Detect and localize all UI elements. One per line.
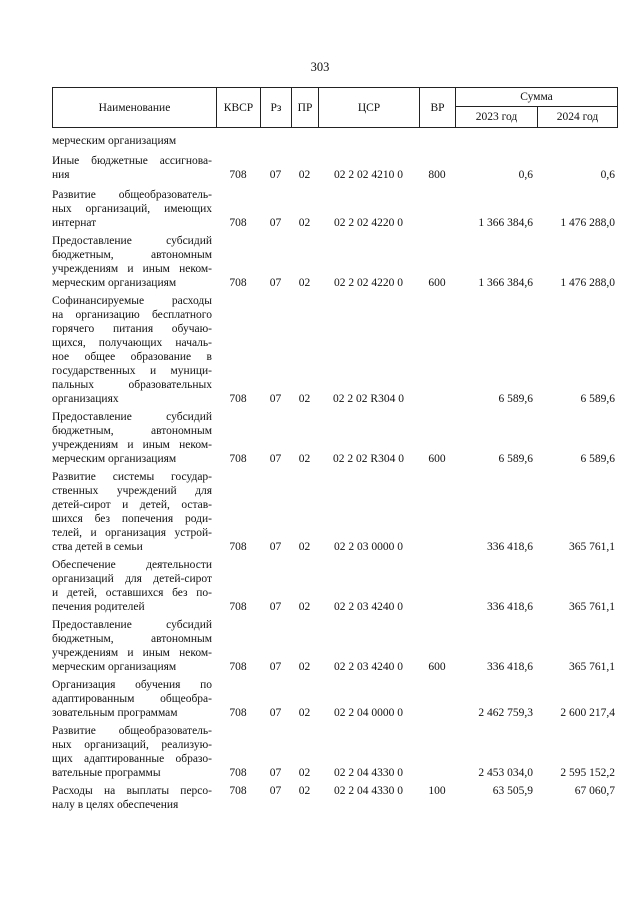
row-name-line: Предоставление субсидий [52, 235, 212, 247]
row-pr: 02 [298, 453, 311, 465]
row-name-line: вательные программы [52, 767, 161, 779]
header-pr: ПР [292, 88, 319, 128]
row-sum-2023: 6 589,6 [498, 453, 533, 465]
row-name-line: Развитие общеобразователь- [52, 189, 212, 201]
row-name-line: Софинансируемые расходы [52, 295, 212, 307]
table-row [52, 234, 617, 290]
page-number: 303 [310, 60, 330, 74]
row-kvsr: 708 [229, 393, 247, 405]
row-name-line: Расходы на выплаты персо- [52, 785, 212, 797]
row-rz: 07 [269, 785, 282, 797]
row-name-line: Обеспечение деятельности [52, 559, 212, 571]
row-rz: 07 [269, 393, 282, 405]
row-name-line: ных организаций, реализую- [52, 739, 212, 751]
row-rz: 07 [269, 217, 282, 229]
table-header [52, 87, 618, 128]
row-sum-2023: 336 418,6 [487, 601, 533, 613]
row-sum-2023: 6 589,6 [498, 393, 533, 405]
row-name-line: шихся без попечения роди- [52, 513, 212, 525]
row-kvsr: 708 [229, 277, 247, 289]
row-name-line: горячего питания обучаю- [52, 323, 212, 335]
row-name [52, 234, 216, 290]
row-csr: 02 2 03 0000 0 [334, 541, 403, 553]
header-year-2024: 2024 год [538, 107, 618, 128]
table-row [52, 134, 617, 148]
row-name-line: учреждениям и иным неком- [52, 439, 212, 451]
table-row [52, 470, 617, 554]
row-pr: 02 [298, 277, 311, 289]
row-kvsr: 708 [229, 169, 247, 181]
header-kvsr: КВСР [217, 88, 261, 128]
table-row [52, 558, 617, 614]
row-name [52, 724, 216, 780]
row-vr: 600 [428, 661, 446, 673]
row-vr: 800 [428, 169, 446, 181]
row-name-line: и детей, оставшихся без по- [52, 587, 212, 599]
row-name [52, 134, 216, 148]
row-name-line: Иные бюджетные ассигнова- [52, 155, 212, 167]
row-pr: 02 [298, 217, 311, 229]
row-csr: 02 2 02 R304 0 [333, 393, 404, 405]
row-sum-2024: 365 761,1 [569, 601, 615, 613]
row-kvsr: 708 [229, 541, 247, 553]
row-name [52, 188, 216, 230]
row-name-line: адаптированным общеобра- [52, 693, 212, 705]
row-name-line: бюджетным, автономным [52, 249, 212, 261]
row-name [52, 154, 216, 182]
row-sum-2023: 336 418,6 [487, 661, 533, 673]
row-name-line: детей-сирот и детей, остав- [52, 499, 212, 511]
row-csr: 02 2 03 4240 0 [334, 661, 403, 673]
row-name-line: ния [52, 169, 70, 181]
row-csr: 02 2 02 4220 0 [334, 217, 403, 229]
row-vr: 100 [428, 785, 446, 797]
row-kvsr: 708 [229, 785, 247, 797]
table-body [52, 130, 617, 812]
row-sum-2023: 1 366 384,6 [478, 217, 533, 229]
row-name [52, 678, 216, 720]
row-sum-2023: 336 418,6 [487, 541, 533, 553]
row-pr: 02 [298, 785, 311, 797]
table-row [52, 724, 617, 780]
row-name-line: Предоставление субсидий [52, 619, 212, 631]
row-name-line: Предоставление субсидий [52, 411, 212, 423]
row-name-line: налу в целях обеспечения [52, 799, 179, 811]
row-sum-2024: 2 600 217,4 [560, 707, 615, 719]
table-row [52, 618, 617, 674]
row-name-line: печения родителей [52, 601, 145, 613]
row-sum-2023: 63 505,9 [492, 785, 533, 797]
row-sum-2023: 2 462 759,3 [478, 707, 533, 719]
row-pr: 02 [298, 169, 311, 181]
row-name-line: организаций для детей-сирот [52, 573, 212, 585]
row-sum-2023: 0,6 [518, 169, 533, 181]
row-name-line: Организация обучения по [52, 679, 212, 691]
table-row [52, 294, 617, 406]
header-year-2023: 2023 год [456, 107, 538, 128]
row-rz: 07 [269, 767, 282, 779]
row-csr: 02 2 02 4220 0 [334, 277, 403, 289]
row-name-line: ное общее образование в [52, 351, 212, 363]
row-name [52, 558, 216, 614]
row-name-line: пальных образовательных [52, 379, 212, 391]
row-sum-2023: 2 453 034,0 [478, 767, 533, 779]
row-name-line: мерческим организациям [52, 453, 177, 465]
table-row [52, 154, 617, 182]
row-name [52, 294, 216, 406]
row-pr: 02 [298, 767, 311, 779]
row-name-line: на организацию бесплатного [52, 309, 212, 321]
row-name-line: ства детей в семьи [52, 541, 143, 553]
row-sum-2024: 0,6 [600, 169, 615, 181]
row-name-line: мерческим организациям [52, 661, 177, 673]
row-kvsr: 708 [229, 453, 247, 465]
row-rz: 07 [269, 707, 282, 719]
row-csr: 02 2 03 4240 0 [334, 601, 403, 613]
row-kvsr: 708 [229, 601, 247, 613]
row-name [52, 618, 216, 674]
row-csr: 02 2 04 4330 0 [334, 785, 403, 797]
row-name-line: зовательным программам [52, 707, 178, 719]
row-kvsr: 708 [229, 217, 247, 229]
row-name-line: государственных и муници- [52, 365, 212, 377]
row-pr: 02 [298, 707, 311, 719]
row-name-line: бюджетным, автономным [52, 425, 212, 437]
row-name-line: Развитие общеобразователь- [52, 725, 212, 737]
row-rz: 07 [269, 541, 282, 553]
header-sum: Сумма [456, 88, 618, 107]
row-rz: 07 [269, 601, 282, 613]
row-name-line: Развитие системы государ- [52, 471, 212, 483]
row-name-line: интернат [52, 217, 97, 229]
row-name-line: бюджетным, автономным [52, 633, 212, 645]
row-sum-2024: 365 761,1 [569, 661, 615, 673]
row-sum-2024: 67 060,7 [574, 785, 615, 797]
row-name-line: щих адаптированные образо- [52, 753, 212, 765]
row-vr: 600 [428, 277, 446, 289]
table-row [52, 188, 617, 230]
table-row [52, 784, 617, 812]
row-sum-2024: 365 761,1 [569, 541, 615, 553]
row-name-line: учреждениям и иным неком- [52, 263, 212, 275]
header-rz: Рз [261, 88, 292, 128]
row-name [52, 470, 216, 554]
row-name-line: телей, и организация устрой- [52, 527, 212, 539]
row-csr: 02 2 04 0000 0 [334, 707, 403, 719]
row-name-line: ственных учреждений для [52, 485, 212, 497]
row-name-line: учреждениям и иным неком- [52, 647, 212, 659]
row-name [52, 784, 216, 812]
table-row [52, 678, 617, 720]
row-name [52, 410, 216, 466]
row-name-line: организациях [52, 393, 119, 405]
row-pr: 02 [298, 601, 311, 613]
row-rz: 07 [269, 661, 282, 673]
row-name-line: щихся, получающих началь- [52, 337, 212, 349]
row-kvsr: 708 [229, 661, 247, 673]
row-kvsr: 708 [229, 767, 247, 779]
row-vr: 600 [428, 453, 446, 465]
row-sum-2023: 1 366 384,6 [478, 277, 533, 289]
row-name-line: мерческим организациям [52, 277, 177, 289]
header-name: Наименование [53, 88, 217, 128]
row-rz: 07 [269, 277, 282, 289]
header-csr: ЦСР [319, 88, 420, 128]
row-kvsr: 708 [229, 707, 247, 719]
row-csr: 02 2 02 4210 0 [334, 169, 403, 181]
row-sum-2024: 6 589,6 [580, 453, 615, 465]
row-sum-2024: 1 476 288,0 [560, 277, 615, 289]
row-sum-2024: 2 595 152,2 [560, 767, 615, 779]
row-sum-2024: 1 476 288,0 [560, 217, 615, 229]
row-pr: 02 [298, 393, 311, 405]
row-csr: 02 2 04 4330 0 [334, 767, 403, 779]
row-rz: 07 [269, 453, 282, 465]
table-row [52, 410, 617, 466]
row-name-line: ных организаций, имеющих [52, 203, 212, 215]
header-vr: ВР [420, 88, 456, 128]
row-rz: 07 [269, 169, 282, 181]
row-sum-2024: 6 589,6 [580, 393, 615, 405]
row-name-line: мерческим организациям [52, 135, 177, 147]
row-pr: 02 [298, 541, 311, 553]
row-pr: 02 [298, 661, 311, 673]
row-csr: 02 2 02 R304 0 [333, 453, 404, 465]
